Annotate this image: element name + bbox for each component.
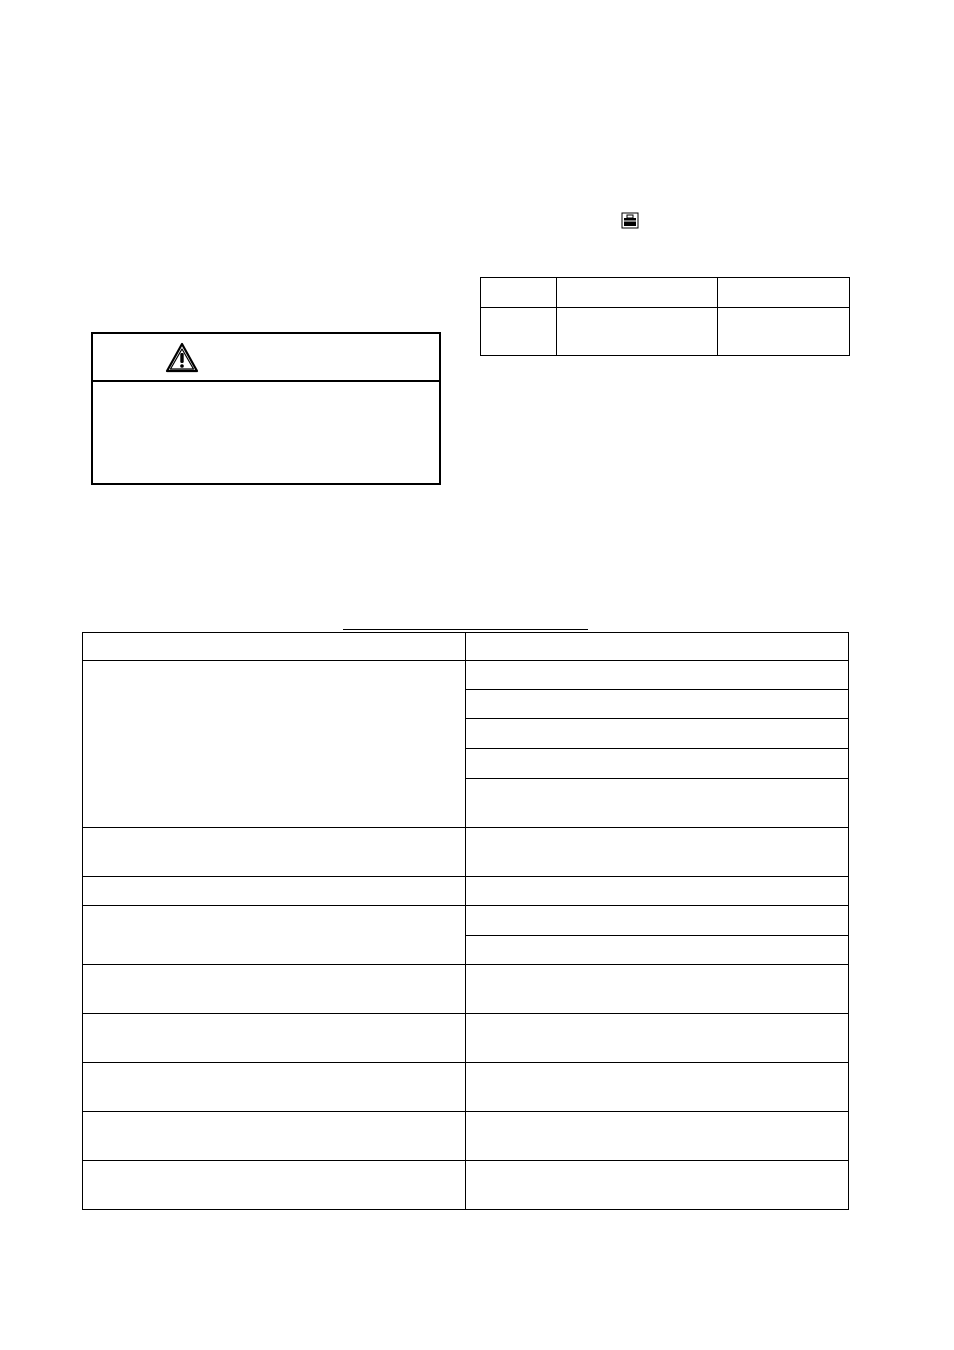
table-cell xyxy=(466,779,848,827)
table-cell xyxy=(466,936,848,964)
warning-title xyxy=(208,348,428,372)
small-table-cell xyxy=(557,309,717,355)
table-cell xyxy=(466,719,848,748)
table-row-label xyxy=(83,661,465,827)
table-cell xyxy=(466,1112,848,1160)
table-title-underline xyxy=(343,629,588,630)
warning-icon xyxy=(165,342,199,374)
table-header-item xyxy=(83,633,465,660)
table-row-label xyxy=(83,906,465,964)
spec-table xyxy=(82,632,849,1210)
warning-body xyxy=(93,384,439,483)
table-row-label xyxy=(83,877,465,905)
table-row-label xyxy=(83,965,465,1013)
warning-header xyxy=(93,334,439,382)
table-cell xyxy=(466,1063,848,1111)
table-cell xyxy=(466,661,848,689)
small-table-header-1 xyxy=(481,278,556,308)
table-header-spec xyxy=(466,633,848,660)
table-row-label xyxy=(83,828,465,876)
table-row-label xyxy=(83,1112,465,1160)
table-cell xyxy=(466,1161,848,1209)
small-table-cell xyxy=(481,309,556,355)
table-row-label xyxy=(83,1063,465,1111)
big-table-title xyxy=(343,608,588,628)
table-row-label xyxy=(83,1161,465,1209)
warning-box xyxy=(91,332,441,485)
toolbox-icon xyxy=(621,212,639,229)
table-row-label xyxy=(83,1014,465,1062)
small-table-cell xyxy=(718,309,850,355)
small-table-header-3 xyxy=(718,278,850,308)
table-cell xyxy=(466,749,848,778)
spec-table-small xyxy=(480,277,850,356)
table-cell xyxy=(466,828,848,876)
small-table-header-2 xyxy=(557,278,717,308)
table-cell xyxy=(466,906,848,935)
table-cell xyxy=(466,1014,848,1062)
table-cell xyxy=(466,965,848,1013)
table-cell xyxy=(466,877,848,905)
table-cell xyxy=(466,690,848,718)
